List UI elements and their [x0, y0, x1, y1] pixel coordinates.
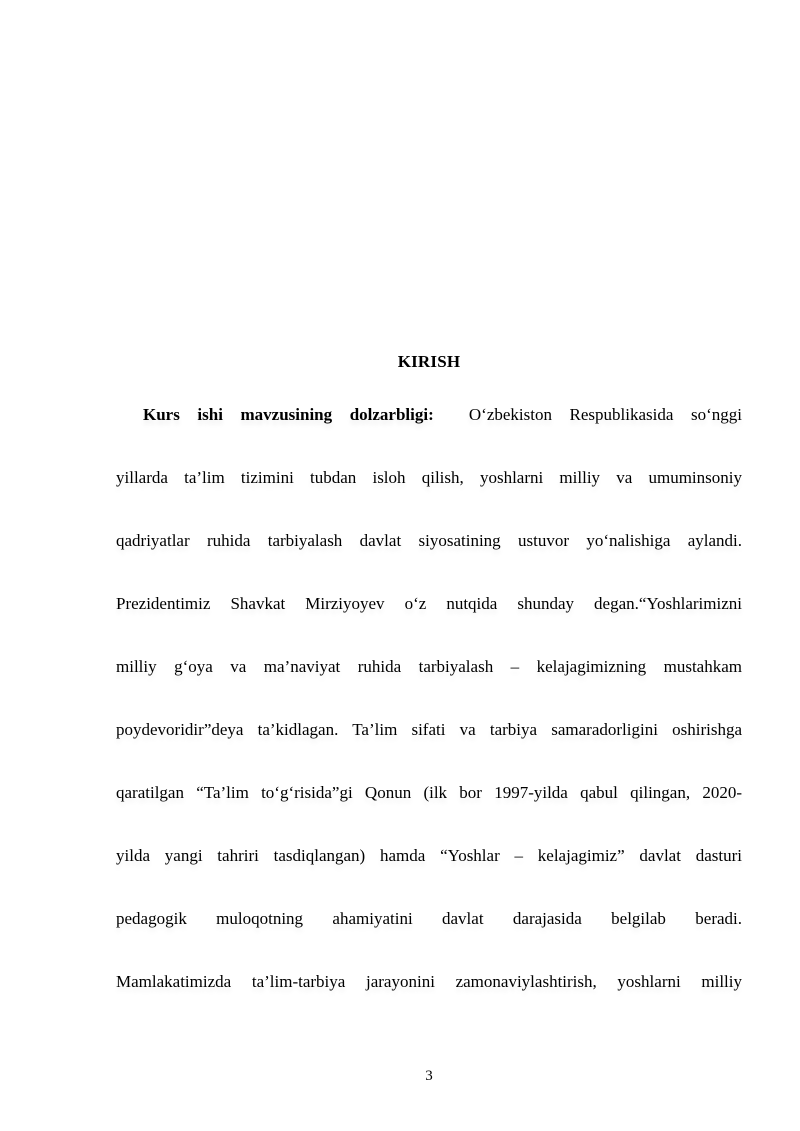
section-heading: KIRISH — [397, 352, 461, 371]
paragraph-line-9: pedagogik muloqotning ahamiyatini davlat darajasida belgilab beradi. — [116, 909, 742, 928]
paragraph-line-2: yillarda ta’lim tizimini tubdan isloh qilish, yoshlarni milliy va umuminsoniy — [116, 468, 742, 487]
paragraph-line-4: Prezidentimiz Shavkat Mirziyoyev o‘z nutqida shunday degan.“Yoshlarimizni — [116, 594, 742, 613]
paragraph-line-7: qaratilgan “Ta’lim to‘g‘risida”gi Qonun (ilk bor 1997-yilda qabul qilingan, 2020- — [116, 783, 742, 802]
page-number: 3 — [425, 1068, 433, 1084]
paragraph-line-8: yilda yangi tahriri tasdiqlangan) hamda “Yoshlar – kelajagimiz” davlat dasturi — [116, 846, 742, 865]
paragraph-line-10: Mamlakatimizda ta’lim-tarbiya jarayonini zamonaviylashtirish, yoshlarni milliy — [116, 972, 742, 991]
paragraph-line-1 — [143, 405, 742, 425]
paragraph-line-3: qadriyatlar ruhida tarbiyalash davlat siyosatining ustuvor yo‘nalishiga aylandi. — [116, 531, 742, 550]
paragraph-line-5: milliy g‘oya va ma’naviyat ruhida tarbiyalash – kelajagimizning mustahkam — [116, 657, 742, 676]
paragraph-lead-bold: Kurs ishi mavzusining dolzarbligi: — [143, 405, 434, 424]
paragraph-line-1-text: O‘zbekiston Respublikasida so‘nggi — [468, 405, 742, 424]
paragraph-line-6: poydevoridir”deya ta’kidlagan. Ta’lim sifati va tarbiya samaradorligini oshirishga — [116, 720, 742, 739]
